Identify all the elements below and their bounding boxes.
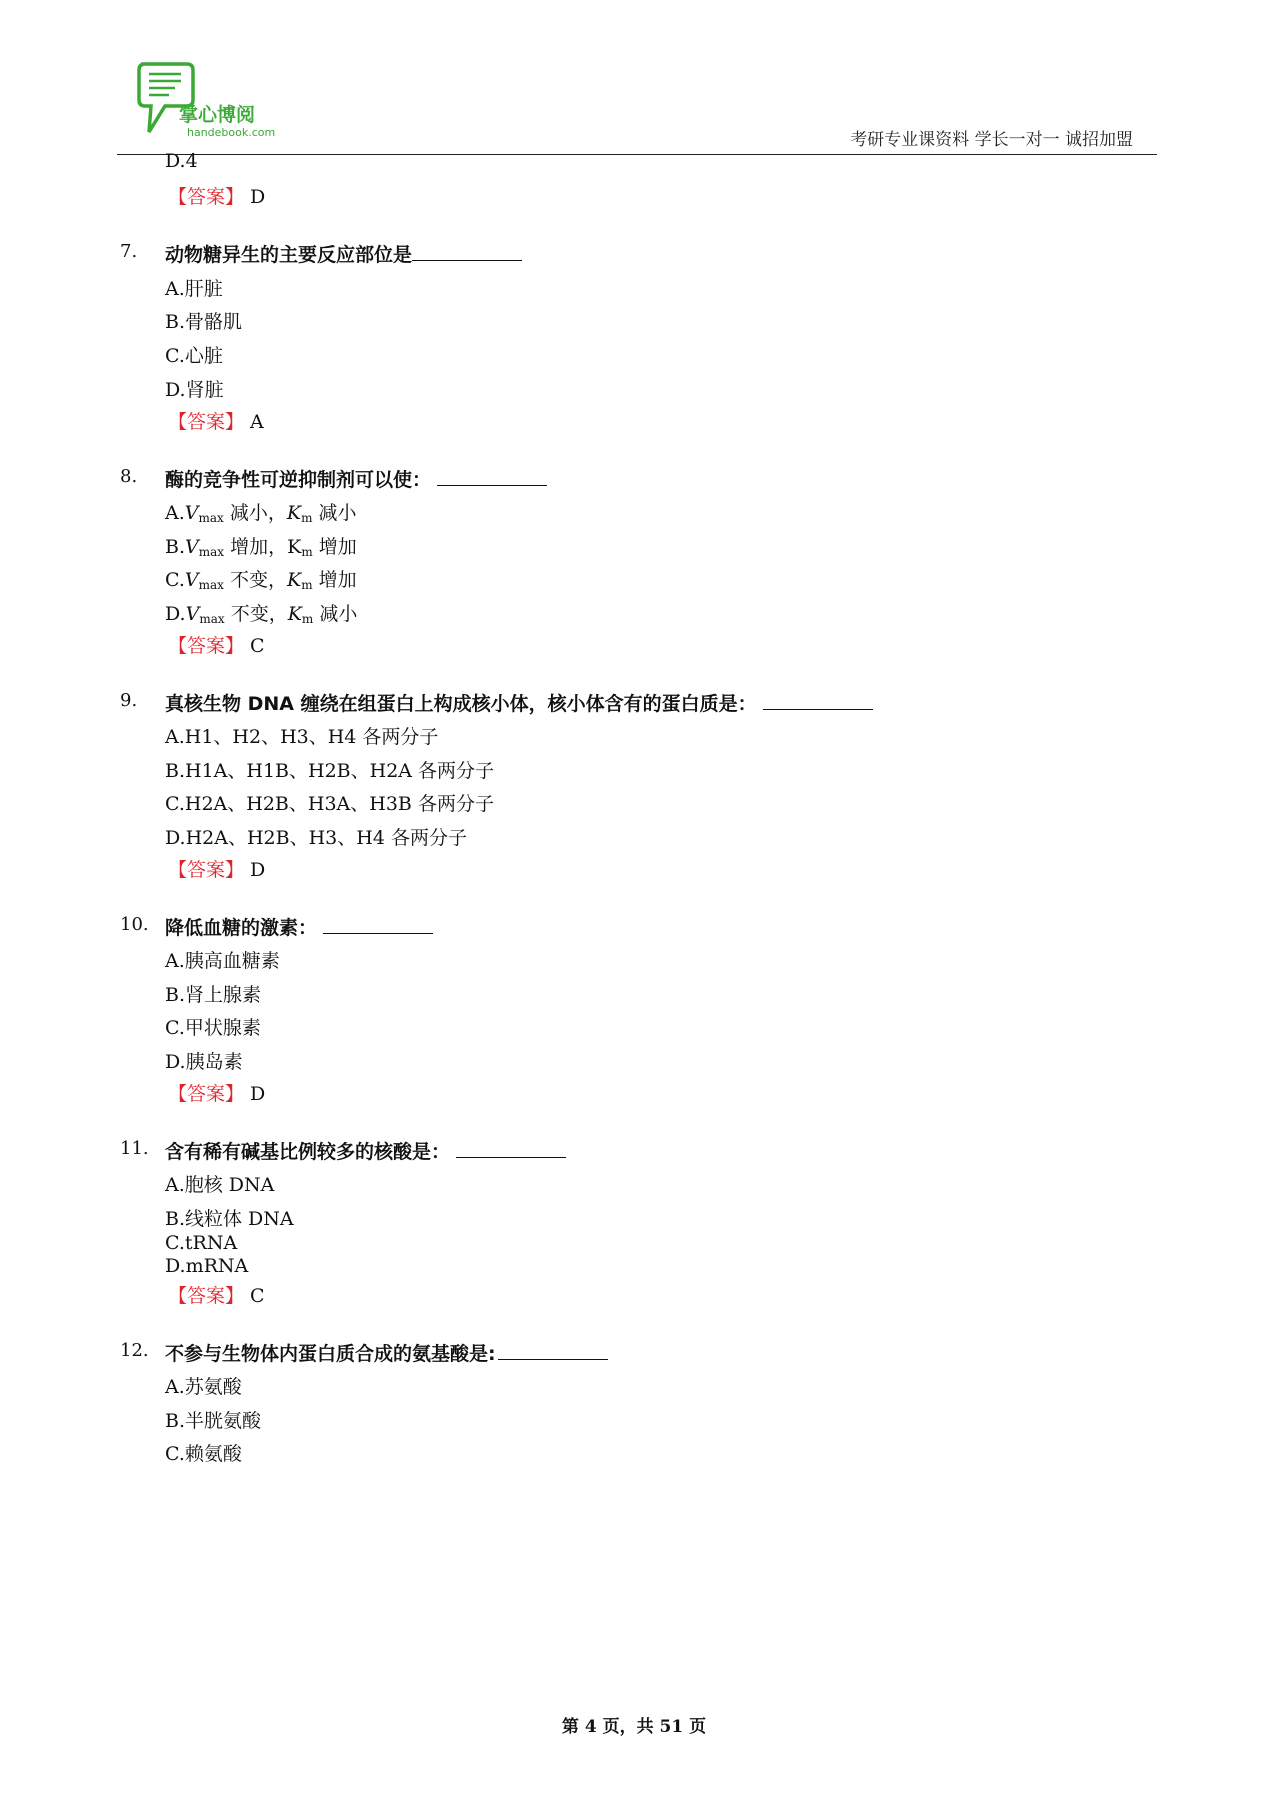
- question-number: 10.: [120, 914, 149, 935]
- header-slogan: 考研专业课资料 学长一对一 诚招加盟: [850, 130, 1133, 150]
- option: C.tRNA: [165, 1232, 238, 1254]
- question-text: 不参与生物体内蛋白质合成的氨基酸是:: [165, 1339, 608, 1366]
- question-text: 含有稀有碱基比例较多的核酸是：: [165, 1137, 566, 1164]
- option: $C.V_{max}$ 不变，$K_m$ 增加: [165, 569, 357, 592]
- question-text: 动物糖异生的主要反应部位是: [165, 240, 522, 267]
- option: $A.V_{max}$ 减小，$K_m$ 减小: [165, 502, 357, 525]
- question-number: 11.: [120, 1138, 149, 1159]
- option: A.肝脏: [165, 278, 223, 300]
- option: B.半胱氨酸: [165, 1410, 262, 1432]
- option: B.线粒体 DNA: [165, 1208, 294, 1230]
- option: B.骨骼肌: [165, 311, 243, 333]
- question-number: 9.: [120, 690, 138, 711]
- option: A.H1、H2、H3、H4 各两分子: [165, 726, 439, 748]
- option: $B.V_{max}$ 增加，$K_m$ 增加: [165, 536, 357, 559]
- page-footer: 第 4 页，共 51 页: [561, 1717, 707, 1737]
- logo: [135, 60, 275, 145]
- option: B.H1A、H1B、H2B、H2A 各两分子: [165, 760, 495, 782]
- question-number: 8.: [120, 466, 138, 487]
- option: C.甲状腺素: [165, 1017, 261, 1039]
- answer: 【答案】 A: [168, 411, 264, 433]
- option: A.苏氨酸: [165, 1376, 242, 1398]
- question-text: 降低血糖的激素：: [165, 913, 433, 940]
- question-text: 酶的竞争性可逆抑制剂可以使：: [165, 465, 547, 492]
- answer: 【答案】 C: [168, 635, 265, 657]
- option: C.心脏: [165, 345, 223, 367]
- answer: 【答案】 D: [168, 1083, 266, 1105]
- option: $D.V_{max}$ 不变，$K_m$ 减小: [165, 603, 358, 626]
- option: D.mRNA: [165, 1255, 249, 1277]
- option: A.胰高血糖素: [165, 950, 280, 972]
- answer-value: D: [250, 186, 266, 208]
- answer-tag: 【答案】: [168, 186, 245, 208]
- option: B.肾上腺素: [165, 984, 262, 1006]
- question-number: 12.: [120, 1340, 149, 1361]
- option: C.H2A、H2B、H3A、H3B 各两分子: [165, 793, 494, 815]
- page-header: [117, 60, 1157, 156]
- answer: 【答案】 D: [168, 859, 266, 881]
- header-divider: [117, 154, 1157, 155]
- question-text: 真核生物 DNA 缠绕在组蛋白上构成核小体，核小体含有的蛋白质是：: [165, 689, 873, 716]
- option: D.胰岛素: [165, 1051, 243, 1073]
- logo-name: 掌心博阅: [179, 104, 256, 126]
- answer: 【答案】 C: [168, 1285, 265, 1307]
- logo-domain: handebook.com: [187, 126, 276, 139]
- prev-answer: [168, 182, 265, 209]
- option: C.赖氨酸: [165, 1443, 242, 1465]
- option: D.肾脏: [165, 379, 224, 401]
- option: D.H2A、H2B、H3、H4 各两分子: [165, 827, 467, 849]
- option: A.胞核 DNA: [165, 1174, 275, 1196]
- prev-option-d: D.4: [165, 150, 198, 172]
- question-number: 7.: [120, 241, 138, 262]
